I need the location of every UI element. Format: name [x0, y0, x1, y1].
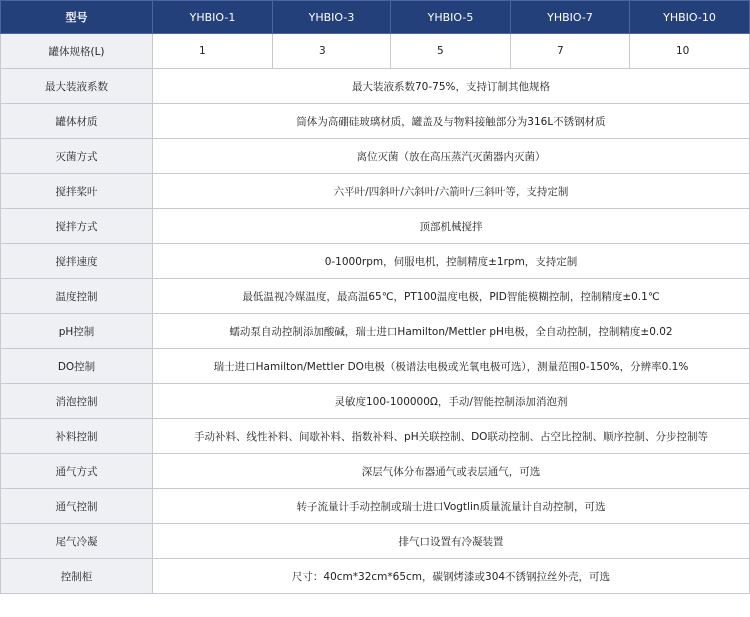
spec-row — [1, 174, 750, 209]
spec-row — [1, 524, 750, 559]
row-value: 六平叶/四斜叶/六斜叶/六箭叶/三斜叶等，支持定制 — [153, 174, 750, 209]
row-value: 手动补料、线性补料、间歇补料、指数补料、pH关联控制、DO联动控制、占空比控制、顺序控制、分步控制等 — [153, 419, 750, 454]
row-value: 离位灭菌（放在高压蒸汽灭菌器内灭菌） — [153, 139, 750, 174]
row-value: 顶部机械搅拌 — [153, 209, 750, 244]
spec-row — [1, 349, 750, 384]
row-label: 搅拌方式 — [1, 209, 153, 244]
row-label: 罐体材质 — [1, 104, 153, 139]
spec-row — [1, 209, 750, 244]
row-value: 灵敏度100-100000Ω，手动/智能控制添加消泡剂 — [153, 384, 750, 419]
spec-row — [1, 419, 750, 454]
row-label: 通气方式 — [1, 454, 153, 489]
row-label: 通气控制 — [1, 489, 153, 524]
row-label: 罐体规格(L) — [1, 34, 153, 69]
spec-row — [1, 454, 750, 489]
spec-row — [1, 489, 750, 524]
volume-row — [1, 34, 750, 69]
row-value: 蠕动泵自动控制添加酸碱，瑞士进口Hamilton/Mettler pH电极，全自动控制，控制精度±0.02 — [153, 314, 750, 349]
row-label: 消泡控制 — [1, 384, 153, 419]
volume-value: 10 — [630, 34, 750, 69]
spec-row — [1, 384, 750, 419]
row-label: 温度控制 — [1, 279, 153, 314]
volume-value: 7 — [511, 34, 630, 69]
model-name: YHBIO-1 — [153, 1, 273, 34]
spec-row — [1, 104, 750, 139]
volume-value: 5 — [391, 34, 511, 69]
row-label: 补料控制 — [1, 419, 153, 454]
model-name: YHBIO-10 — [630, 1, 750, 34]
row-label: 尾气冷凝 — [1, 524, 153, 559]
row-value: 最大装液系数70-75%，支持订制其他规格 — [153, 69, 750, 104]
row-value: 0-1000rpm，伺服电机，控制精度±1rpm，支持定制 — [153, 244, 750, 279]
model-name: YHBIO-7 — [511, 1, 630, 34]
row-value: 筒体为高硼硅玻璃材质，罐盖及与物料接触部分为316L不锈钢材质 — [153, 104, 750, 139]
spec-row — [1, 279, 750, 314]
header-label: 型号 — [1, 1, 153, 34]
row-label: 控制柜 — [1, 559, 153, 594]
model-name: YHBIO-5 — [391, 1, 511, 34]
row-label: pH控制 — [1, 314, 153, 349]
model-name: YHBIO-3 — [273, 1, 391, 34]
spec-row — [1, 139, 750, 174]
row-value: 瑞士进口Hamilton/Mettler DO电极（极谱法电极或光氧电极可选），测量范围0-150%，分辨率0.1% — [153, 349, 750, 384]
row-value: 深层气体分布器通气或表层通气，可选 — [153, 454, 750, 489]
spec-row — [1, 244, 750, 279]
volume-value: 1 — [153, 34, 273, 69]
spec-row — [1, 69, 750, 104]
row-label: 搅拌速度 — [1, 244, 153, 279]
row-value: 尺寸：40cm*32cm*65cm，碳钢烤漆或304不锈钢拉丝外壳，可选 — [153, 559, 750, 594]
header-row — [1, 1, 750, 34]
row-value: 排气口设置有冷凝装置 — [153, 524, 750, 559]
volume-value: 3 — [273, 34, 391, 69]
spec-row — [1, 314, 750, 349]
row-label: 灭菌方式 — [1, 139, 153, 174]
row-value: 转子流量计手动控制或瑞士进口Vogtlin质量流量计自动控制，可选 — [153, 489, 750, 524]
row-value: 最低温视冷媒温度，最高温65℃，PT100温度电极，PID智能模糊控制，控制精度±0.1℃ — [153, 279, 750, 314]
spec-row — [1, 559, 750, 594]
row-label: 搅拌桨叶 — [1, 174, 153, 209]
row-label: 最大装液系数 — [1, 69, 153, 104]
row-label: DO控制 — [1, 349, 153, 384]
